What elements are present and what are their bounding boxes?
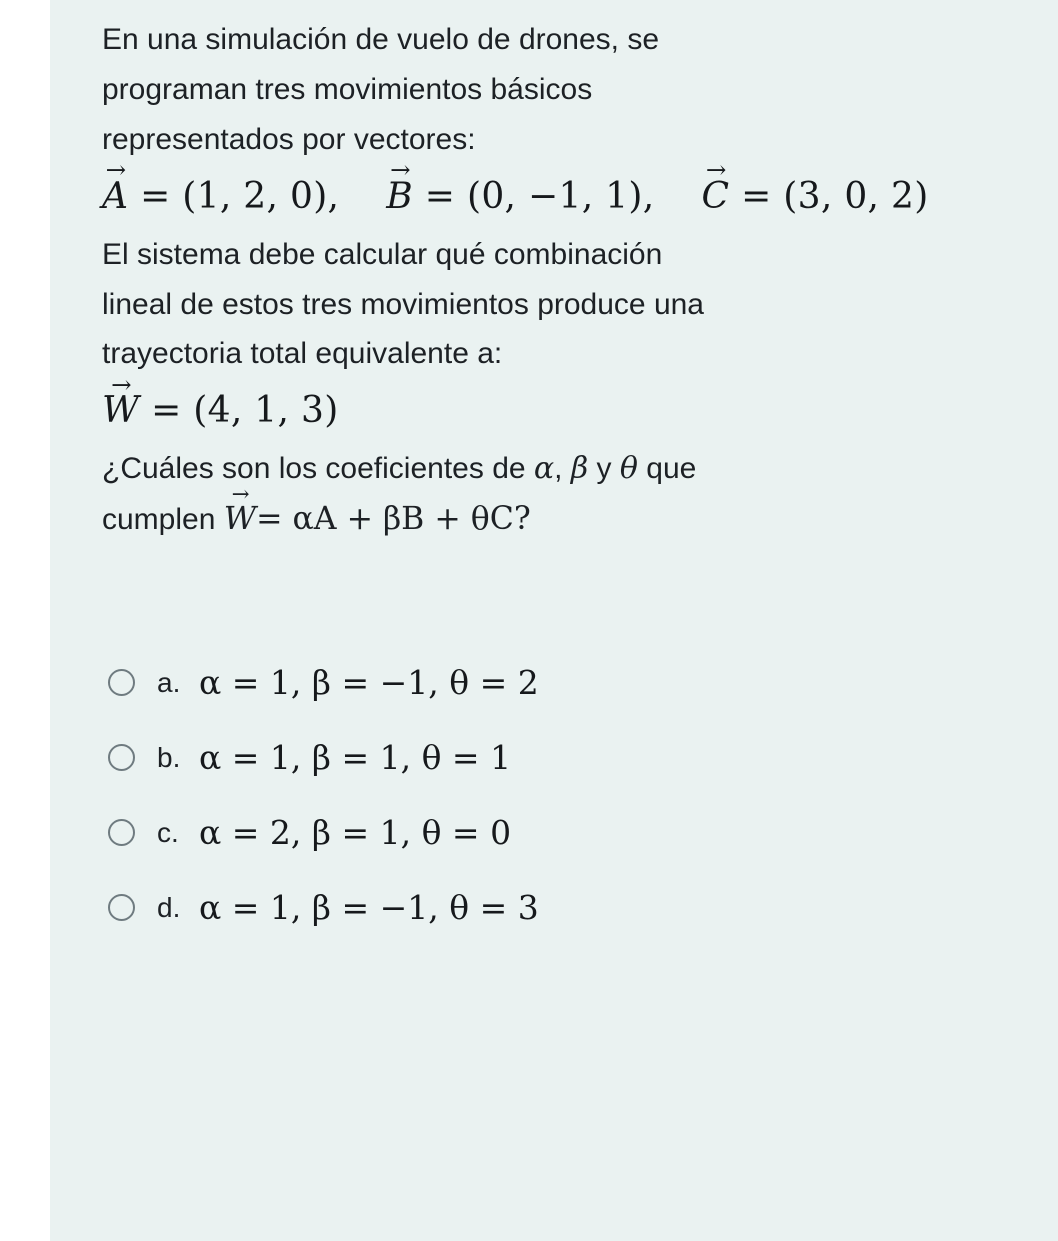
symbol-beta: β [570,451,589,487]
vector-c-value: = (3, 0, 2) [741,175,929,217]
left-gutter [0,0,50,1241]
given-vectors-equation [102,175,929,217]
vector-b-symbol: B → [386,176,413,217]
option-letter-d: d. [157,891,181,923]
vector-a-value: = (1, 2, 0), [140,175,340,217]
option-text-c: α = 2, β = 1, θ = 0 [199,813,512,853]
prompt-text-tail: que [637,452,697,486]
option-letter-a: a. [157,666,181,698]
prompt-verb: cumplen [102,503,224,537]
vector-w-symbol-inline: W → [224,499,256,541]
answer-options-list [102,663,1038,927]
vector-a-symbol: A → [102,176,128,217]
vector-c-symbol: C → [701,176,729,217]
option-text-d: α = 1, β = −1, θ = 3 [199,888,539,928]
vector-w-value: = (4, 1, 3) [151,390,339,432]
symbol-theta: θ [619,451,638,487]
question-content-pane [50,0,1058,1241]
radio-button-b[interactable] [108,744,135,771]
answer-option-c[interactable] [102,813,1038,852]
option-letter-c: c. [157,816,179,848]
answer-option-a[interactable] [102,663,1038,702]
prompt-comma: , [554,452,571,486]
vector-b-value: = (0, −1, 1), [424,175,655,217]
question-prompt-line-2 [102,499,902,541]
question-body-line-3: trayectoria total equivalente a: [102,337,503,371]
question-prompt-line-1 [102,449,902,489]
question-intro-line-3: representados por vectores: [102,122,476,156]
option-text-b: α = 1, β = 1, θ = 1 [199,738,512,778]
prompt-text-lead: ¿Cuáles son los coeficientes de [102,452,534,486]
target-vector-equation [102,390,922,431]
symbol-alpha: α [533,451,555,487]
question-text-block [102,20,929,541]
prompt-conjunction: y [588,452,620,486]
answer-option-d[interactable] [102,888,1038,927]
radio-button-a[interactable] [108,669,135,696]
answer-option-b[interactable] [102,738,1038,777]
option-text-a: α = 1, β = −1, θ = 2 [199,663,539,703]
radio-button-d[interactable] [108,894,135,921]
option-letter-b: b. [157,741,181,773]
question-body-line-1: El sistema debe calcular qué combinación [102,237,663,271]
question-body-line-2: lineal de estos tres movimientos produce una [102,287,704,321]
question-intro-line-2: programan tres movimientos básicos [102,72,593,106]
vector-w-symbol: W → [102,390,139,431]
linear-combination-expression: = αA + βB + θC? [256,501,531,538]
radio-button-c[interactable] [108,819,135,846]
question-intro-line-1: En una simulación de vuelo de drones, se [102,23,660,56]
